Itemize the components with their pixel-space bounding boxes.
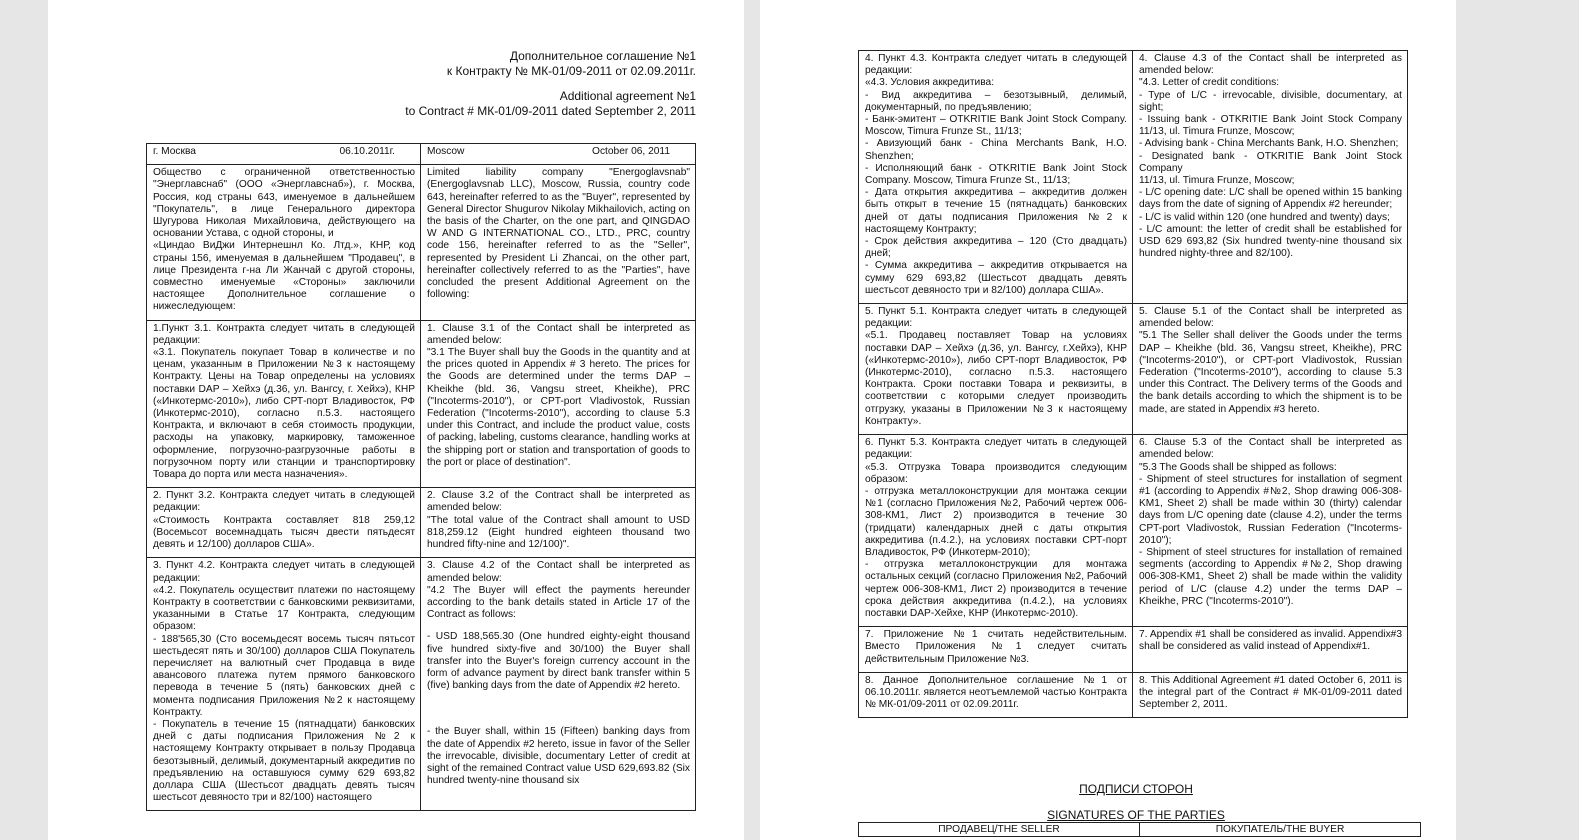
paragraph: 3. Пункт 4.2. Контракта следует читать в следующей редакции: [153,560,415,584]
paragraph: 2. Пункт 3.2. Контракта следует читать в следующей редакции: [153,490,415,514]
paragraph: - Срок действия аккредитива – 120 (Сто двадцать) дней; [865,236,1127,260]
paragraph: 5. Пункт 5.1. Контракта следует читать в следующей редакции: [865,306,1127,330]
clause-row [147,488,696,558]
paragraph: - Designated bank - OTKRITIE Bank Joint Stock Company [1139,150,1402,174]
header-english [405,89,696,119]
paragraph: «4.3. Условия аккредитива: [865,77,995,89]
paragraph: «5.3. Отгрузка Товара производится следующим образом: [865,461,1127,485]
header-en-line1: Additional agreement №1 [559,89,696,103]
clause-en [421,558,696,811]
signatures-title-en: SIGNATURES OF THE PARTIES [1047,808,1225,822]
date-ru: 06.10.2011г. [339,146,395,157]
paragraph: 3. Clause 4.2 of the Contact shall be interpreted as amended below: [427,560,690,584]
clause-row [859,627,1408,673]
city-en: Moscow [427,146,465,157]
paragraph: - L/C is valid within 120 (one hundred and twenty) days; [1139,211,1390,223]
paragraph: «Циндао ВиДжи Интернешнл Ко. Лтд.», КНР, код страны 156, именуемая в дальнейшем "Продавец", в лице Президента г-на Ли Жанчай с другой стороны, совместно именуемые «Стороны» заключили настоящее Дополнительное соглашение о нижеследующем: [153,240,415,313]
header-en-line2: to Contract # МК-01/09-2011 dated September 2, 2011 [405,104,696,118]
clause-en [421,320,696,488]
seller-label: ПРОДАВЕЦ/THE SELLER [859,823,1140,837]
clause-row [859,435,1408,627]
place-date-ru [147,144,421,165]
clause-en [1133,435,1408,627]
paragraph: - Issuing bank - OTKRITIE Bank Joint Stock Company 11/13, ul. Timura Frunze, Moscow; [1139,114,1402,138]
paragraph: - L/C amount: the letter of credit shall be established for USD 629 693,82 (Six hundred twenty-nine thousand six hundred nighty-three and 82/100). [1139,223,1402,260]
paragraph: 7. Appendix #1 shall be considered as invalid. Appendix#3 shall be considered as valid instead of Appendix#1. [1139,629,1402,653]
paragraph: - L/C opening date: L/C shall be opened within 15 banking days from the date of signing of Appendix #2 hereunder; [1139,187,1402,211]
clause-ru [147,320,421,488]
paragraph: 6. Пункт 5.3. Контракта следует читать в следующей редакции: [865,437,1127,461]
paragraph: 7. Приложение №1 считать недействительным. Вместо Приложения №1 следует считать действительным Приложение №3. [865,629,1127,665]
paragraph: 1. Clause 3.1 of the Contact shall be interpreted as amended below: [427,322,690,346]
paragraph: - Авизующий банк - China Merchants Bank, H.O. Shenzhen; [865,138,1127,162]
clause-ru [147,488,421,558]
paragraph: «5.1. Продавец поставляет Товар на условиях поставки DAP – Хейхэ (д.36, ул. Вангсу, г.Хейхэ), КНР («Инкотермс-2010»), либо СРТ-порт Владивосток, РФ (Инкотермс-2010), согласно п.5.3. настоящего Контракта. Сроки поставки Товара и реквизиты, в соответствии с которыми следует производить отгрузку, указаны в Приложении №3 к настоящему Контракту». [865,330,1127,427]
clause-en [1133,51,1408,304]
document-page-1 [48,0,744,840]
signatures-title-ru: ПОДПИСИ СТОРОН [1079,782,1193,796]
signatures-table [858,822,1421,837]
clause-ru [859,672,1133,718]
clause-row [147,558,696,811]
clause-en [1133,627,1408,673]
clause-ru [859,51,1133,304]
agreement-table-page1 [146,143,696,811]
paragraph: 4. Пункт 4.3. Контракта следует читать в следующей редакции: [865,53,1127,77]
paragraph: - 188'565,30 (Сто восемьдесят восемь тысяч пятьсот шестьдесят пять и 30/100) долларов США Покупатель перечисляет на валютный счет Продавца в виде авансового платежа путем прямого банковского перевода в течение 5 (пять) банковских дней с момента подписания Приложения №2 к настоящему Контракту. [153,633,415,718]
date-en: October 06, 2011 [592,146,670,157]
clause-en [421,488,696,558]
paragraph: "The total value of the Contract shall amount to USD 818,259.12 (Eight hundred eighteen thousand two hundred fifty-nine and 12/100)". [427,514,690,551]
buyer-label: ПОКУПАТЕЛЬ/THE BUYER [1140,823,1421,837]
header-ru-line1: Дополнительное соглашение №1 [509,49,696,63]
paragraph: "5.1 The Seller shall deliver the Goods under the terms DAP – Kheikhe (bld. 36, Vangsu street, Kheikhe), PRC ("Incoterms-2010"), or CPT-port Vladivostok, Russian Federation ("Incoterms-2010"), according to clause 5.3 under this Contract. The Delivery terms of the Goods and the bank details according to which the shipment is to be made, are stated in Appendix #3 hereto. [1139,330,1402,415]
paragraph: - USD 188,565.30 (One hundred eighty-eight thousand five hundred sixty-five and 30/100) the Buyer shall transfer into the Buyer's foreign currency account in the form of advance payment by direct bank transfer within 5 (five) banking days from the date of Appendix #2 hereto. [427,631,690,692]
clause-row [147,165,696,320]
paragraph: 5. Clause 5.1 of the Contact shall be interpreted as amended below: [1139,306,1402,330]
paragraph: - Банк-эмитент – OTKRITIE Bank Joint Stock Company. Moscow, Timura Frunze St., 11/13; [865,114,1127,138]
clause-ru [147,165,421,320]
agreement-table-page2 [858,50,1408,718]
paragraph: 4. Clause 4.3 of the Contact shall be interpreted as amended below: [1139,53,1402,77]
paragraph: - отгрузка металлоконструкции для монтажа остальных секций (согласно Приложения №2, Рабочий чертеж 006-308-КМ1, Лист 2) производится в течение срока действия аккредитива (п.4.2.), на условиях поставки DAP-Хейхе, КНР (Инкотермс-2010). [865,559,1127,619]
paragraph: - Type of L/C - irrevocable, divisible, documentary, at sight; [1139,89,1402,113]
paragraph: "3.1 The Buyer shall buy the Goods in the quantity and at the prices quoted in Appendix # 3 hereto. The prices for the Goods are determined under the terms DAP – Kheikhe (bld. 36, Vangsu street, Kheikhe), PRC ("Incoterms-2010"), or CPT-port Vladivostok, Russian Federation ("Incoterms-2010"), according to clause 5.3 under this Contract, and include the product value, costs of packing, labeling, customs clearance, handling works at the shipping port or station and transportation of goods to the port or place of destination". [427,347,690,468]
place-date-row [147,144,696,165]
paragraph: 8. Данное Дополнительное соглашение №1 от 06.10.2011г. является неотъемлемой частью Контракта № МК-01/09-2011 от 02.09.2011г. [865,674,1127,711]
paragraph: "4.3. Letter of credit conditions: [1139,77,1280,89]
paragraph: «3.1. Покупатель покупает Товар в количестве и по ценам, указанным в Приложении №3 к настоящему Контракту. Цены на Товар определены на условиях поставки DAP – Хейхэ (д.36, ул. Вангсу, г. Хейхэ), КНР («Инкотермс-2010»), либо СРТ-порт Владивосток, РФ (Инкотермс-2010), согласно п.5.3. настоящего Контракта, и включают в себя стоимость продукции, расходы на упаковку, маркировку, таможенное оформление, погрузочно-разгрузочные работы в погрузочном порту или станции и транспортировку Товара до порта или места назначения». [153,347,415,481]
paragraph: - Дата открытия аккредитива – аккредитив должен быть открыт в течение 15 (пятнадцать) банковских дней от даты подписания Приложения №2 к настоящему Контракту; [865,187,1127,235]
clause-ru [859,304,1133,435]
paragraph: - Покупатель в течение 15 (пятнадцати) банковских дней с даты подписания Приложения №2 к настоящему Контракту открывает в пользу Продавца безотзывный, делимый, документарный аккредитив по предъявлению на оставшуюся сумму 629 693,82 доллара США (Шестьсот двадцать девять тысяч шестьсот девяносто три и 82/100) настоящего [153,718,415,804]
clause-en [421,165,696,320]
clause-ru [147,558,421,811]
city-ru: г. Москва [153,146,196,157]
paragraph: «4.2. Покупатель осуществит платежи по настоящему Контракту в соответствии с банковскими реквизитами, указанными в Статье 17 Контракта, следующим образом: [153,584,415,633]
paragraph: 6. Clause 5.3 of the Contact shall be interpreted as amended below: [1139,437,1402,461]
clause-row [859,51,1408,304]
clause-en [1133,672,1408,718]
signatures-header-row [859,823,1421,837]
place-date-en [421,144,696,165]
paragraph: 8. This Additional Agreement #1 dated October 6, 2011 is the integral part of the Contract # МК-01/09-2011 dated September 2, 2011. [1139,674,1402,711]
paragraph: 1.Пункт 3.1. Контракта следует читать в следующей редакции: [153,322,415,346]
clause-ru [859,435,1133,627]
document-page-2 [760,0,1456,840]
paragraph: 11/13, ul. Timura Frunze, Moscow; [1139,175,1295,187]
paragraph: - the Buyer shall, within 15 (Fifteen) banking days from the date of Appendix #2 hereto, issue in favor of the Seller the irrevocable, divisible, documentary Letter of credit at sight of the remained Contract value USD 629,693.82 (Six hundred twenty-nine thousand six [427,726,690,787]
paragraph: "4.2 The Buyer will effect the payments hereunder according to the bank details stated in Article 17 of the Contract as follows: [427,584,690,621]
paragraph: Общество с ограниченной ответственностью "Энерглавснаб" (ООО «Энерглавснаб»), г. Москва, Россия, код страны 643, именуемое в дальнейшем "Покупатель", в лице Генерального директора Шугурова Николая Михайловича, действующего на основании Устава, с одной стороны, и [153,167,415,240]
paragraph: - Вид аккредитива – безотзывный, делимый, документарный, по предъявлению; [865,89,1127,113]
paragraph: - отгрузка металлоконструкции для монтажа секции №1 (согласно Приложения №2, Рабочий чертеж 006-308-КМ1, Лист 2) производится в течение 30 (тридцати) календарных дней с даты открытия аккредитива (п.4.2.), на условиях поставки СРТ-порт Владивосток, РФ (Инкотерм-2010); [865,485,1127,558]
header-russian [447,49,696,79]
paragraph: 2. Clause 3.2 of the Contract shall be interpreted as amended below: [427,490,690,514]
clause-row [859,672,1408,718]
clause-ru [859,627,1133,673]
clause-row [147,320,696,488]
clause-en [1133,304,1408,435]
paragraph: - Исполняющий банк - OTKRITIE Bank Joint Stock Company. Moscow, Timura Frunze St., 11/13; [865,162,1127,187]
paragraph: Limited liability company "Energoglavsnab" (Energoglavsnab LLC), Moscow, Russia, country code 643, hereinafter referred to as the "Buyer", represented by General Director Shugurov Nikolay Mikhailovich, acting on the basis of the Charter, on the one part, and QINGDAO W AND G INTERNATIONAL CO., LTD., PRC, country code 156, hereinafter referred to as the "Seller", represented by President Li Zhancai, on the other part, hereinafter collectively referred to as the "Parties", have concluded the present Additional Agreement on the following: [427,167,690,301]
paragraph: - Shipment of steel structures for installation of segment #1 (according to Appendix #№2, Shop drawing 006-308-KM1, Sheet 2) shall be made within 30 (thirty) calendar days from L/C opening date (clause 4.2), under the terms CPT-port Vladivostok, Russian Federation ("Incoterms-2010"); [1139,473,1402,546]
paragraph: "5.3 The Goods shall be shipped as follows: [1139,461,1337,473]
paragraph: - Сумма аккредитива – аккредитив открывается на сумму 629 693,82 (Шестьсот двадцать девять шестьсот девяносто три и 82/100) доллара США». [865,260,1127,296]
paragraph: - Advising bank - China Merchants Bank, H.O. Shenzhen; [1139,138,1399,150]
paragraph: «Стоимость Контракта составляет 818 259,12 (Восемьсот восемнадцать тысяч двести пятьдесят девять и 12/100) долларов США». [153,514,415,551]
clause-row [859,304,1408,435]
paragraph: - Shipment of steel structures for installation of remained segments (according to Appendix #№2, Shop drawing 006-308-KM1, Sheet 2) shall be made within the validity period of L/C (clause 4.2) under the terms DAP – Kheikhe, PRC ("Incoterms-2010"). [1139,546,1402,607]
header-ru-line2: к Контракту № МК-01/09-2011 от 02.09.2011г. [446,64,696,78]
